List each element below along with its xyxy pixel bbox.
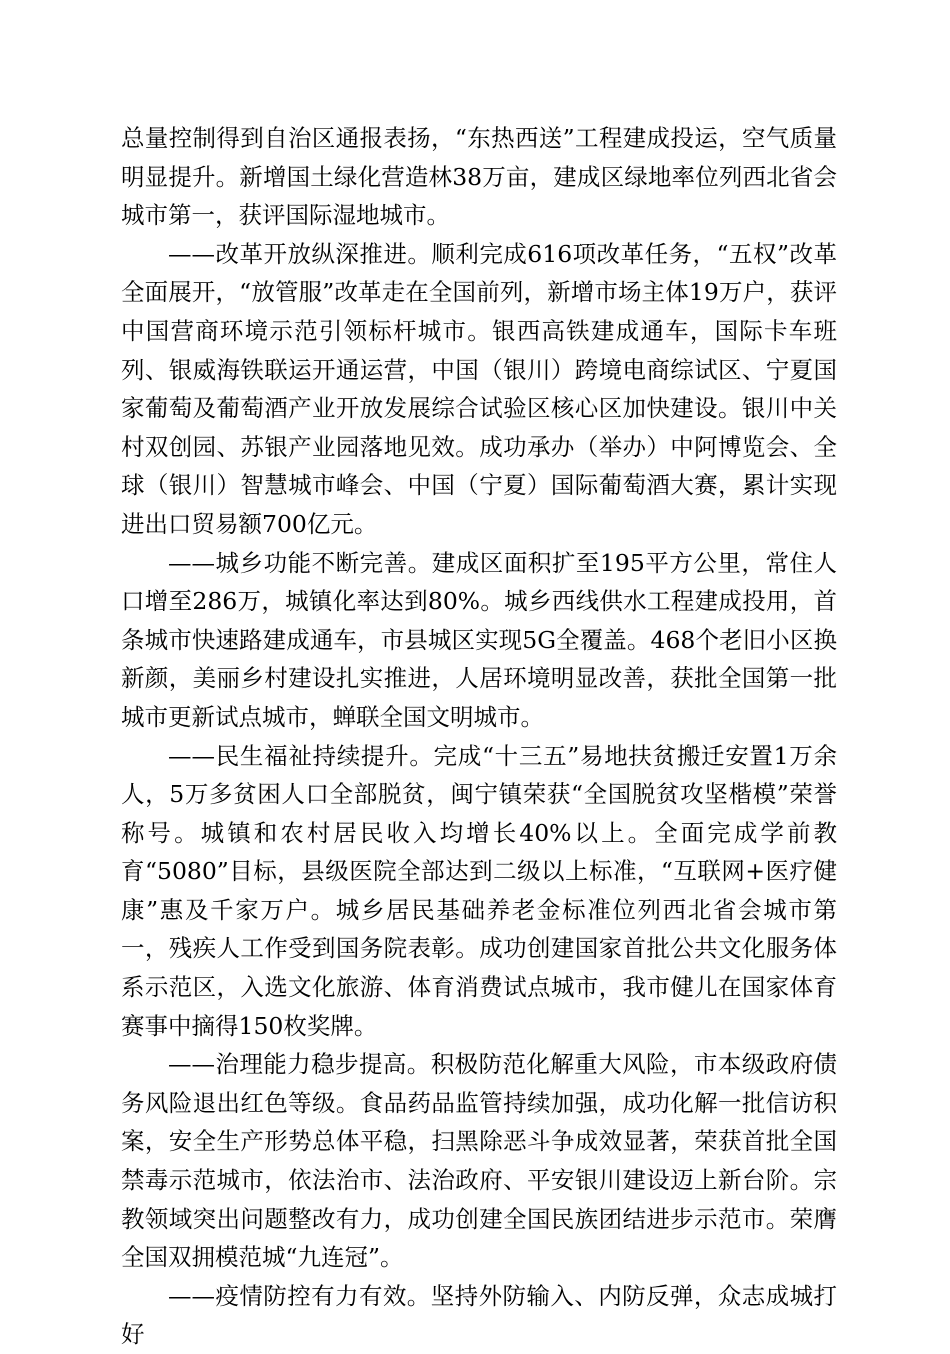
paragraph-urban-rural-function: ——城乡功能不断完善。建成区面积扩至195平方公里，常住人口增至286万，城镇化率达到80%。城乡西线供水工程建成投用，首条城市快速路建成通车，市县城区实现5G全覆盖。468个老旧小区换新颜，美丽乡村建设扎实推进，人居环境明显改善，获批全国第一批城市更新试点城市，蝉联全国文明城市。 [121, 548, 837, 731]
paragraph-reform-opening: ——改革开放纵深推进。顺利完成616项改革任务，“五权”改革全面展开，“放管服”改革走在全国前列，新增市场主体19万户，获评中国营商环境示范引领标杆城市。银西高铁建成通车，国际卡车班列、银威海铁联运开通运营，中国（银川）跨境电商综试区、宁夏国家葡萄及葡萄酒产业开放发展综合试验区核心区加快建设。银川中关村双创园、苏银产业园落地见效。成功承办（举办）中阿博览会、全球（银川）智慧城市峰会、中国（宁夏）国际葡萄酒大赛，累计实现进出口贸易额700亿元。 [121, 239, 837, 538]
paragraph-governance-capacity: ——治理能力稳步提高。积极防范化解重大风险，市本级政府债务风险退出红色等级。食品药品监管持续加强，成功化解一批信访积案，安全生产形势总体平稳，扫黑除恶斗争成效显著，荣获首批全国禁毒示范城市，依法治市、法治政府、平安银川建设迈上新台阶。宗教领域突出问题整改有力，成功创建全国民族团结进步示范市。荣膺全国双拥模范城“九连冠”。 [121, 1050, 837, 1272]
document-page [121, 119, 837, 1354]
paragraph-epidemic-control: ——疫情防控有力有效。坚持外防输入、内防反弹，众志成城打好 [121, 1281, 837, 1349]
paragraph-environment-continuation: 总量控制得到自治区通报表扬，“东热西送”工程建成投运，空气质量明显提升。新增国土绿化营造林38万亩，建成区绿地率位列西北省会城市第一，获评国际湿地城市。 [121, 124, 837, 230]
paragraph-livelihood-welfare: ——民生福祉持续提升。完成“十三五”易地扶贫搬迁安置1万余人，5万多贫困人口全部脱贫，闽宁镇荣获“全国脱贫攻坚楷模”荣誉称号。城镇和农村居民收入均增长40%以上。全面完成学前教育“5080”目标，县级医院全部达到二级以上标准，“互联网+医疗健康”惠及千家万户。城乡居民基础养老金标准位列西北省会城市第一，残疾人工作受到国务院表彰。成功创建国家首批公共文化服务体系示范区，入选文化旅游、体育消费试点城市，我市健儿在国家体育赛事中摘得150枚奖牌。 [121, 741, 837, 1040]
